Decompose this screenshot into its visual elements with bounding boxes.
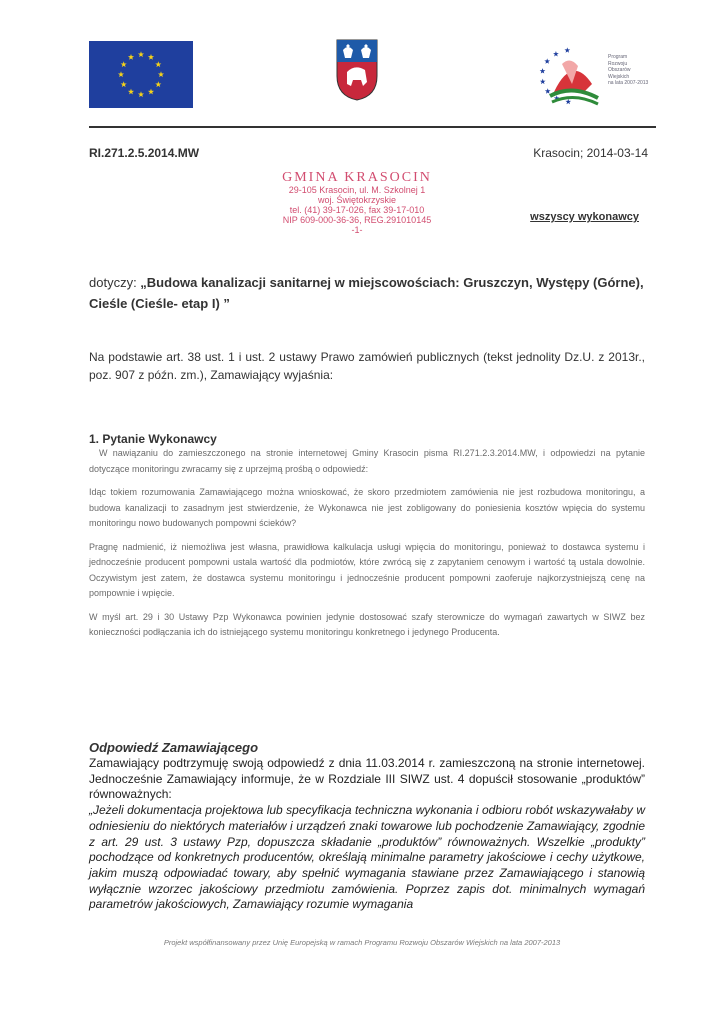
reference-number: RI.271.2.5.2014.MW — [89, 146, 200, 160]
recipients: wszyscy wykonawcy — [530, 211, 639, 223]
prow-star-icon — [553, 51, 559, 56]
prow-star-icon — [540, 68, 546, 73]
krasocin-coat-of-arms — [335, 38, 379, 102]
stamp-line: 29-105 Krasocin, ul. M. Szkolnej 1 — [288, 185, 426, 195]
prow-star-icon — [565, 99, 571, 104]
prow-star-icon — [544, 58, 550, 63]
prow-logo-text: Program Rozwoju Obszarów Wiejskich na lata 2007-2013 — [608, 54, 649, 86]
stamp-line: tel. (41) 39-17-026, fax 39-17-010 — [289, 205, 425, 215]
stamp-line: -1- — [351, 225, 363, 235]
subject-text: „Budowa kanalizacji sanitarnej w miejscowościach: Gruszczyn, Występy (Górne), Cieśle (Cieśle- etap I) ” — [89, 275, 644, 311]
stamp-title: GMINA KRASOCIN — [282, 170, 432, 185]
question-paragraph: W myśl art. 29 i 30 Ustawy Pzp Wykonawca powinien jedynie dostosować szafy sterownicze do wymagań zawartych w SIWZ bez konieczności podłączania ich do istniejącego systemu monitoringu konkretnego i jedynego Producenta. — [89, 611, 645, 637]
answer-heading: Odpowiedź Zamawiającego — [89, 740, 259, 755]
prow-star-icon — [545, 88, 551, 93]
stamp-line: woj. Świętokrzyskie — [317, 195, 397, 205]
eu-flag-logo — [89, 41, 193, 108]
question-heading: 1. Pytanie Wykonawcy — [89, 432, 217, 446]
gmina-stamp — [272, 170, 442, 235]
question-paragraph: Idąc tokiem rozumowania Zamawiającego można wnioskować, że skoro przedmiotem zamówienia nie jest rozbudowa monitoringu, a budowa kanalizacji to zasadnym jest stwierdzenie, że Wykonawca nie jest zobligowany do poniesienia kosztów wpięcia do systemu monitoringu nowo budowanych pompowni ścieków? — [89, 487, 645, 528]
question-body — [89, 446, 645, 649]
answer-quote: „Jeżeli dokumentacja projektowa lub specyfikacja techniczna wykonania i odbioru robót wskazywałaby w odniesieniu do niektórych materiałów i urządzeń znaki towarowe lub pochodzenie Zamawiający, zgodnie z art. 29 ust. 3 ustawy Pzp, dopuszcza składanie „produktów” równoważnych. Wszelkie „produkty” pochodzące od konkretnych producentów, określają minimalne parametry jakościowe i cechy użytkowe, jakim muszą odpowiadać towary, aby spełnić wymagania stawiane przez Zamawiającego i stanowią wyłącznie wzorzec jakościowy przedmiotu zamówienia. Poprzez zapis dot. minimalnych wymagań parametrów jakościowych, Zamawiający rozumie wymagania — [89, 803, 645, 912]
prow-star-icon — [564, 47, 570, 52]
subject-prefix: dotyczy: — [89, 275, 141, 290]
question-paragraph: W nawiązaniu do zamieszczonego na stronie internetowej Gminy Krasocin pisma RI.271.2.3.2014.MW, i odpowiedzi na pytanie dotyczące monitoringu zwracamy się z uprzejmą prośbą o odpowiedź: — [89, 448, 645, 474]
stamp-line: NIP 609-000-36-36, REG.291010145 — [282, 215, 432, 225]
question-paragraph: Pragnę nadmienić, iż niemożliwa jest własna, prawidłowa kalkulacja usługi wpięcia do monitoringu, ponieważ to dostawca systemu i jednocześnie producent pompowni ustala wartość dla podmiotów, które zwrócą się z zapytaniem cenowym i wartość tą ustala dowolnie. Oczywistym jest zatem, że dostawca systemu monitoringu i jednocześnie producent pompowni zaoferuje najkorzystniejszą cenę na pompownie i wpięcie. — [89, 541, 645, 598]
prow-star-icon — [540, 79, 546, 84]
header-divider — [89, 126, 656, 128]
answer-body — [89, 756, 645, 913]
subject — [89, 272, 649, 314]
answer-intro: Zamawiający podtrzymuję swoją odpowiedź z dnia 11.03.2014 r. zamieszczoną na stronie internetowej. Jednocześnie Zamawiający informuje, że w Rozdziale III SIWZ ust. 4 dopuścił stosowanie „produktów” równoważnych: — [89, 756, 645, 802]
place-and-date: Krasocin; 2014-03-14 — [533, 146, 648, 160]
intro-paragraph: Na podstawie art. 38 ust. 1 i ust. 2 ustawy Prawo zamówień publicznych (tekst jednolity Dz.U. z 2013r., poz. 907 z późn. zm.), Zamawiający wyjaśnia: — [89, 350, 645, 382]
footer-note: Projekt współfinansowany przez Unię Europejską w ramach Programu Rozwoju Obszarów Wiejskich na lata 2007-2013 — [163, 938, 561, 947]
